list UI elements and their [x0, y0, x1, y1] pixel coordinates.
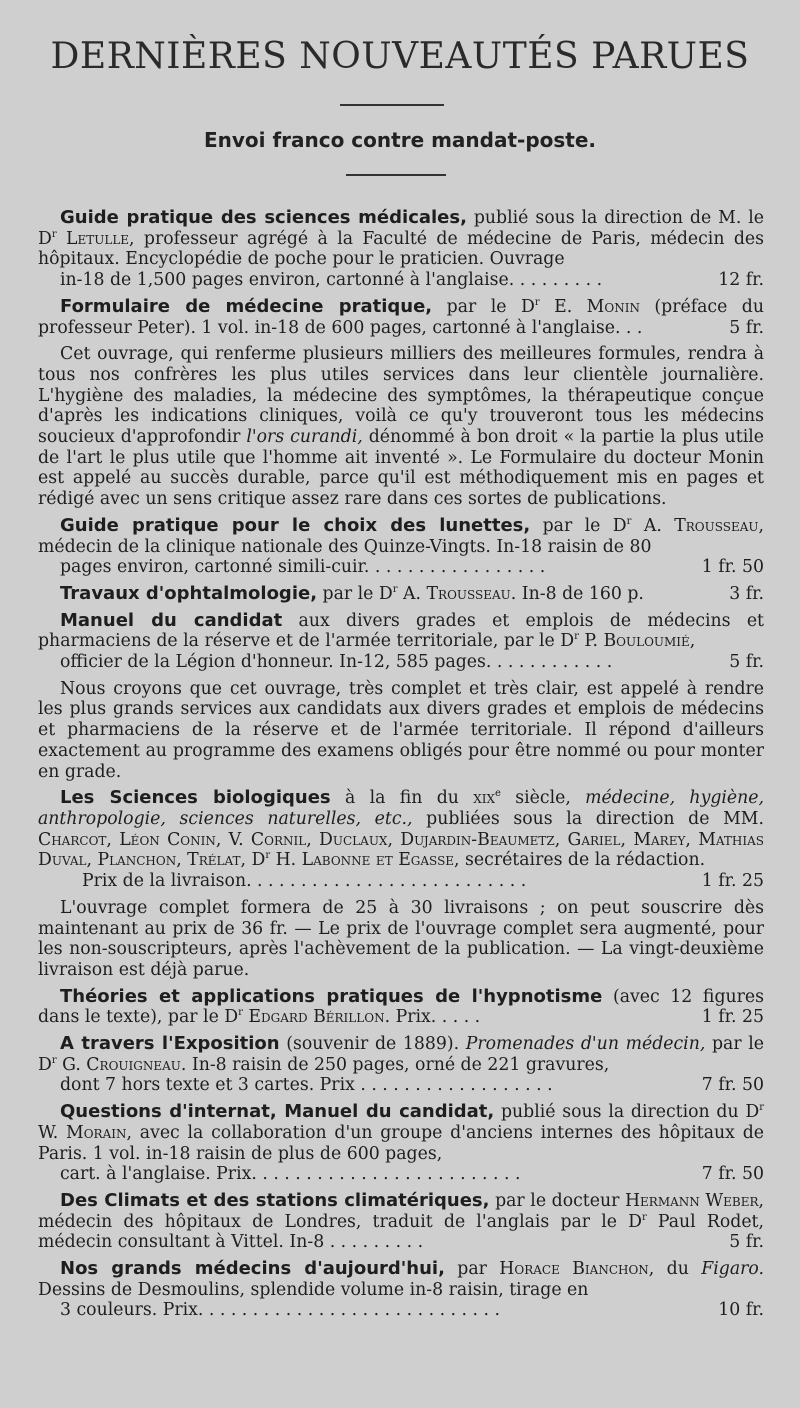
- entry-title: A travers l'Exposition: [60, 1033, 280, 1055]
- divider-bottom: [346, 174, 446, 176]
- entry-title: Formulaire de médecine pratique,: [60, 295, 433, 317]
- entry-author: A. Trousseau,: [631, 515, 764, 536]
- page-title: DERNIÈRES NOUVEAUTÉS PARUES: [50, 36, 750, 77]
- entry-guide-sciences: Guide pratique des sciences médicales, publié sous la direction de M. le $D^r$ Letulle, professeur agrégé à la Faculté de médecine de Paris, médecin des hôpitaux. Encyclopédie de poche pour le praticien. Ouvrage in-18 de 1,500 pages environ, cartonné à l'anglaise. . . . . . . . . 12 fr.: [38, 207, 764, 291]
- entry-exposition: A travers l'Exposition (souvenir de 1889). Promenades d'un médecin, par le $D^r$ G. Crouigneau. In-8 raisin de 250 pages, orné de 221 gravures, dont 7 hors texte et 3 cartes. Prix . . . . . . . . . . . . . . . . . . 7 fr. 50: [38, 1033, 764, 1096]
- entry-price-line: 3 couleurs. Prix. . . . . . . . . . . . . . . . . . . . . . . . . . . . 10 fr.: [60, 1300, 764, 1321]
- entry-price: 7 fr. 50: [701, 1075, 764, 1096]
- entry-description: Nous croyons que cet ouvrage, très complet et très clair, est appelé à rendre les plus grands services aux candidats aux divers grades et emplois de médecins et pharmaciens de la réserve et de l'armée territoriale. Il répond d'ailleurs exactement au programme des examens obligés pour être nommé ou pour monter en grade.: [38, 678, 764, 782]
- entry-author: Edgard Bérillon.: [242, 1007, 391, 1028]
- entry-title: Manuel du candidat: [60, 609, 283, 631]
- entry-grands-medecins: Nos grands médecins d'aujourd'hui, par Horace Bianchon, du Figaro. Dessins de Desmoulins, splendide volume in-8 raisin, tirage en 3 couleurs. Prix. . . . . . . . . . . . . . . . . . . . . . . . . . . . 10 fr.: [38, 1258, 764, 1321]
- entry-author: P. Bouloumié,: [578, 631, 696, 652]
- entry-price: 1 fr. 25: [701, 871, 764, 892]
- entry-price-line: in-18 de 1,500 pages environ, cartonné à l'anglaise. . . . . . . . . 12 fr.: [60, 270, 764, 291]
- entry-price-line: Prix de la livraison. . . . . . . . . . . . . . . . . . . . . . . . . . 1 fr. 25: [82, 871, 764, 892]
- entries-list: [38, 208, 764, 1327]
- entry-price: 5 fr.: [729, 652, 764, 673]
- entry-title: Guide pratique pour le choix des lunettes,: [60, 514, 531, 536]
- entry-formulaire: Formulaire de médecine pratique, par le $D^r$ E. Monin (préface du professeur Peter). 1 vol. in-18 de 600 pages, cartonné à l'anglaise. . . 5 fr.: [38, 295, 764, 338]
- entry-author: Horace Bianchon,: [499, 1259, 655, 1280]
- entry-title: Travaux d'ophtalmologie,: [60, 582, 318, 604]
- page-subtitle: Envoi franco contre mandat-poste.: [203, 128, 597, 152]
- entry-price: 3 fr.: [729, 583, 764, 604]
- entry-price: 10 fr.: [718, 1300, 764, 1321]
- entry-manuel-candidat: Manuel du candidat aux divers grades et emplois de médecins et pharmaciens de la réserve et de l'armée territoriale, par le $D^r$ P. Bouloumié, officier de la Légion d'honneur. In-12, 585 pages. . . . . . . . . . . . 5 fr.: [38, 609, 765, 673]
- entry-price: 1 fr. 25: [701, 1007, 764, 1028]
- entry-hypnotisme: Théories et applications pratiques de l'hypnotisme (avec 12 figures dans le texte), par le $D^r$ Edgard Bérillon. Prix. . . . . 1 fr. 25: [38, 985, 764, 1028]
- entry-price: 7 fr. 50: [701, 1164, 764, 1185]
- entry-title: Nos grands médecins d'aujourd'hui,: [60, 1258, 445, 1280]
- entry-author: W. Morain,: [38, 1122, 132, 1143]
- entry-guide-lunettes: Guide pratique pour le choix des lunettes, par le $D^r$ A. Trousseau, médecin de la clinique nationale des Quinze-Vingts. In-18 raisin de 80 pages environ, cartonné simili-cuir. . . . . . . . . . . . . . . . . 1 fr. 50: [38, 514, 764, 578]
- entry-sciences-biologiques: Les Sciences biologiques à la fin du xix$^e$ siècle, médecine, hygiène, anthropologie, sciences naturelles, etc., publiées sous la direction de MM. Charcot, Léon Conin, V. Cornil, Duclaux, Dujardin-Beaumetz, Gariel, Marey, Mathias Duval, Planchon, Trélat, $D^r$ H. Labonne et Egasse, secrétaires de la rédaction. Prix de la livraison. . . . . . . . . . . . . . . . . . . . . . . . . . 1 fr. 25: [38, 787, 764, 892]
- entry-questions-internat: Questions d'internat, Manuel du candidat, publié sous la direction du $D^r$ W. Morain, avec la collaboration d'un groupe d'anciens internes des hôpitaux de Paris. 1 vol. in-18 raisin de plus de 600 pages, cart. à l'anglaise. Prix. . . . . . . . . . . . . . . . . . . . . . . . . 7 fr. 50: [38, 1101, 765, 1185]
- divider-top: [340, 104, 444, 106]
- entry-author: G. Crouigneau.: [56, 1054, 187, 1075]
- entry-travaux-ophtalmologie: Travaux d'ophtalmologie, par le $D^r$ A. Trousseau. In-8 de 160 p. 3 fr.: [60, 582, 764, 604]
- entry-title: Théories et applications pratiques de l'hypnotisme: [60, 985, 603, 1007]
- entry-authors: Charcot, Léon Conin, V. Cornil, Duclaux, Dujardin-Beaumetz, Gariel, Marey, Mathias Duval, Planchon, Trélat, D: [38, 829, 764, 871]
- entry-price: 5 fr.: [729, 1232, 764, 1253]
- entry-author: E. Monin: [539, 296, 640, 317]
- entry-price-line: dont 7 hors texte et 3 cartes. Prix . . . . . . . . . . . . . . . . . . 7 fr. 50: [60, 1075, 764, 1096]
- entry-title: Questions d'internat, Manuel du candidat,: [60, 1101, 495, 1123]
- entry-price-line: pages environ, cartonné simili-cuir. . . . . . . . . . . . . . . . . 1 fr. 50: [60, 557, 764, 578]
- entry-title: Les Sciences biologiques: [60, 787, 331, 809]
- entry-price: 12 fr.: [718, 270, 764, 291]
- entry-title: Guide pratique des sciences médicales,: [60, 207, 467, 228]
- entry-author: Letulle,: [56, 228, 135, 249]
- entry-title: Des Climats et des stations climatériques,: [60, 1189, 490, 1211]
- entry-price: 5 fr.: [729, 317, 764, 338]
- entry-description: Cet ouvrage, qui renferme plusieurs milliers des meilleures formules, rendra à tous nos confrères les plus utiles services dans leur clientèle journalière. L'hygiène des maladies, la médecine des symptômes, la thérapeutique conçue d'après les indications cliniques, voilà ce qu'y trouveront tous les médecins soucieux d'approfondir l'ors curandi, dénommé à bon droit « la partie la plus utile de l'art le plus utile que l'homme ait inventé ». Le Formulaire du docteur Monin est appelé au succès durable, parce qu'il est méthodiquement mis en pages et rédigé avec un sens critique assez rare dans ces sortes de publications.: [38, 344, 765, 510]
- entry-price-line: officier de la Légion d'honneur. In-12, 585 pages. . . . . . . . . . . . 5 fr.: [60, 652, 764, 673]
- entry-author: Hermann Weber,: [624, 1190, 764, 1211]
- entry-author: A. Trousseau.: [397, 583, 517, 604]
- entry-description: L'ouvrage complet formera de 25 à 30 livraisons ; on peut souscrire dès maintenant au prix de 36 fr. — Le prix de l'ouvrage complet sera augmenté, pour les non-souscripteurs, après l'achèvement de la publication. — La vingt-deuxième livraison est déjà parue.: [38, 897, 764, 980]
- entry-climats: Des Climats et des stations climatériques, par le docteur Hermann Weber, médecin des hôpitaux de Londres, traduit de l'anglais par le $D^r$ Paul Rodet, médecin consultant à Vittel. In-8 . . . . . . . . . 5 fr.: [38, 1189, 764, 1253]
- entry-price: 1 fr. 50: [701, 557, 764, 578]
- entry-price-line: cart. à l'anglaise. Prix. . . . . . . . . . . . . . . . . . . . . . . . . 7 fr. 50: [60, 1164, 764, 1185]
